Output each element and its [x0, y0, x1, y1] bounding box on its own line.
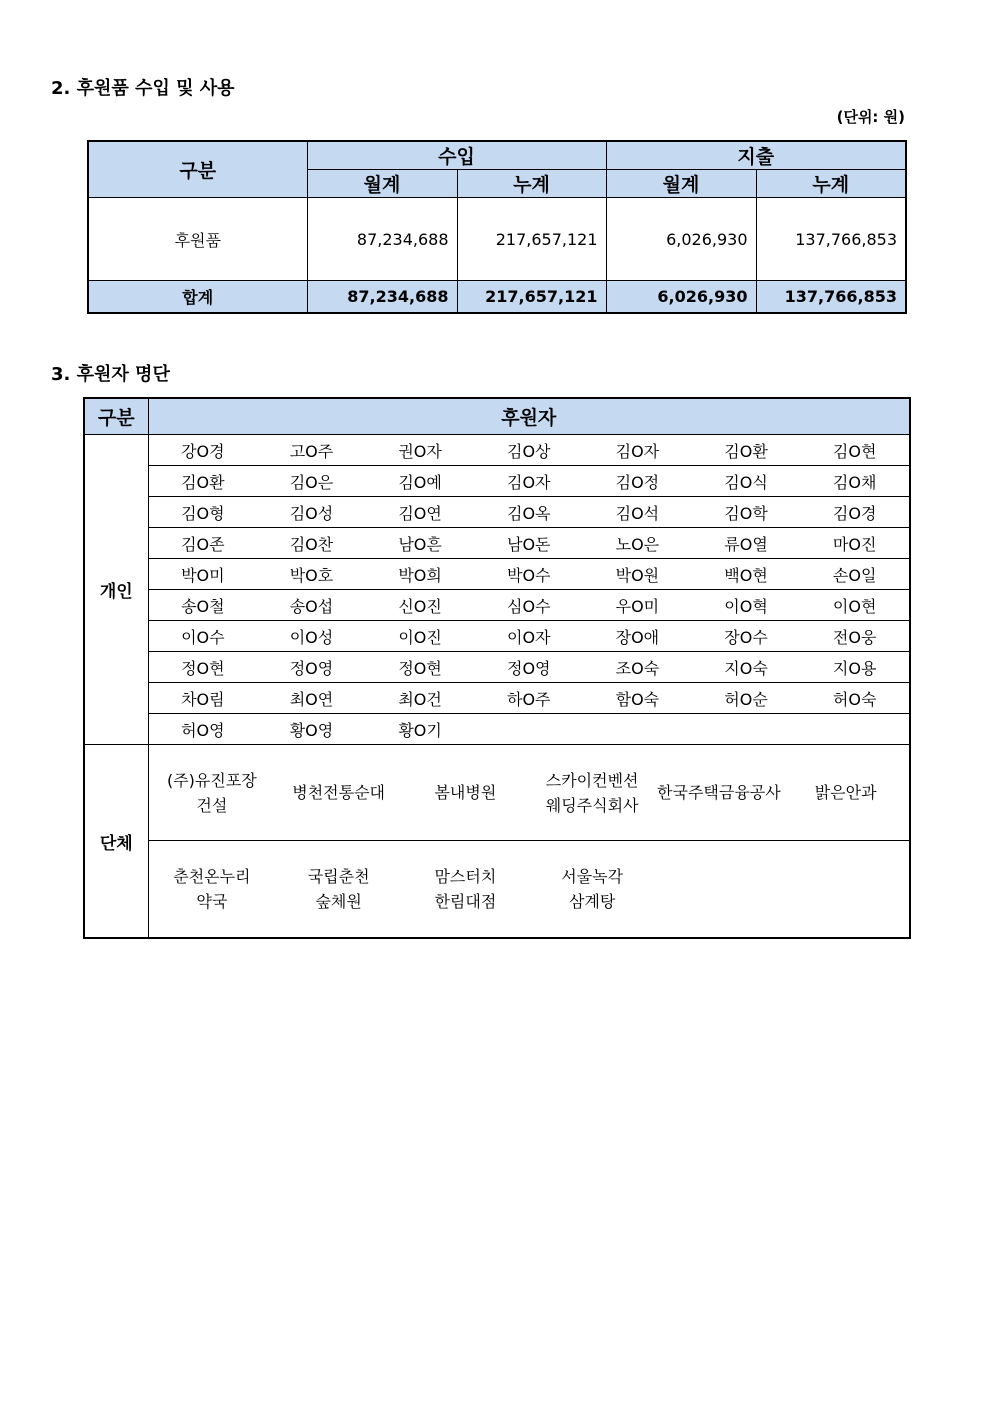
donor-name: 황O영: [289, 720, 334, 740]
header-income-monthly: 월계: [307, 170, 457, 198]
total-income-monthly: 87,234,688: [307, 281, 457, 313]
donor-name: 황O기: [398, 720, 442, 740]
donor-name: 김O정: [583, 466, 692, 497]
section-title-donated-goods: 2. 후원품 수입 및 사용: [51, 78, 235, 99]
donor-name: 박O원: [583, 559, 692, 590]
donor-name: 김O식: [692, 466, 801, 497]
donor-name: 남O흔: [366, 528, 475, 559]
donor-name: 이O성: [257, 621, 366, 652]
donor-name: 박O희: [366, 559, 475, 590]
list-item: [149, 466, 910, 497]
donor-name: 김O연: [366, 497, 475, 528]
donor-name: 김O성: [257, 497, 366, 528]
donor-name: 김O존: [149, 528, 258, 559]
donated-goods-table: [87, 140, 907, 314]
donor-name: 송O섭: [257, 590, 366, 621]
list-item: [149, 528, 910, 559]
donor-name: 박O호: [257, 559, 366, 590]
group-donor-name: 서울녹각 삼계탕: [561, 867, 624, 911]
total-income-cumulative: 217,657,121: [457, 281, 606, 313]
list-item: [149, 435, 910, 466]
donor-name: 박O수: [474, 559, 583, 590]
unit-label: (단위: 원): [836, 108, 905, 126]
group-donor-name: 맘스터치 한림대점: [434, 867, 497, 911]
donor-name: 이O자: [474, 621, 583, 652]
donor-name: [474, 714, 583, 745]
donor-name: 고O주: [257, 435, 366, 466]
group-donor-name: 스카이컨벤션 웨딩주식회사: [529, 745, 656, 841]
donor-name: 백O현: [692, 559, 801, 590]
donor-list-table: [83, 397, 911, 939]
donor-name: 최O건: [366, 683, 475, 714]
table-row: [88, 198, 906, 281]
donor-name: 정O현: [149, 652, 258, 683]
donor-name: 김O석: [583, 497, 692, 528]
donor-name: 류O열: [692, 528, 801, 559]
list-item: [149, 714, 910, 745]
donor-name: 손O일: [800, 559, 909, 590]
group-donor-name: (주)유진포장 건설: [149, 745, 276, 841]
total-expense-monthly: 6,026,930: [606, 281, 756, 313]
donor-name: 허O영: [181, 720, 225, 740]
donor-name: 김O현: [800, 435, 909, 466]
donor-name: 정O영: [474, 652, 583, 683]
expense-monthly-value: 6,026,930: [606, 198, 756, 281]
income-cumulative-value: 217,657,121: [457, 198, 606, 281]
header-expense-cumulative: 누계: [756, 170, 906, 198]
list-item: [149, 497, 910, 528]
group-donor-name: 병천전통순대: [275, 745, 402, 841]
expense-cumulative-value: 137,766,853: [756, 198, 906, 281]
donor-name: 이O혁: [692, 590, 801, 621]
header-income: 수입: [307, 141, 606, 170]
group-donor-name: 한국주택금융공사: [656, 745, 783, 841]
header-expense-monthly: 월계: [606, 170, 756, 198]
donor-name: [583, 714, 692, 745]
donor-name: 조O숙: [583, 652, 692, 683]
donor-name: 김O채: [800, 466, 909, 497]
header-income-cumulative: 누계: [457, 170, 606, 198]
list-item: [149, 590, 910, 621]
donor-name: 이O수: [149, 621, 258, 652]
total-expense-cumulative: 137,766,853: [756, 281, 906, 313]
header-category: 구분: [88, 141, 307, 198]
list-item: [149, 652, 910, 683]
header-expense: 지출: [606, 141, 906, 170]
donor-name: 이O진: [366, 621, 475, 652]
donor-name: 김O상: [474, 435, 583, 466]
donor-name: 강O경: [149, 435, 258, 466]
donor-name: 최O연: [257, 683, 366, 714]
section-title-donor-list: 3. 후원자 명단: [51, 364, 170, 385]
donor-name: 우O미: [583, 590, 692, 621]
donor-name: 지O숙: [692, 652, 801, 683]
total-label: 합계: [88, 281, 307, 313]
donor-name: 하O주: [474, 683, 583, 714]
donor-name: 장O애: [583, 621, 692, 652]
row-label: 후원품: [88, 198, 307, 281]
donor-name: 권O자: [366, 435, 475, 466]
donor-name: 김O찬: [257, 528, 366, 559]
donor-name: 김O자: [583, 435, 692, 466]
donor-name: 김O형: [149, 497, 258, 528]
donor-name: 허O숙: [800, 683, 909, 714]
donor-name: 전O웅: [800, 621, 909, 652]
list-item: [149, 559, 910, 590]
group-donor-name: [782, 841, 909, 938]
donor-name: 김O은: [257, 466, 366, 497]
group-donor-name: [656, 841, 783, 938]
donor-name: 장O수: [692, 621, 801, 652]
donor-name: 김O환: [149, 466, 258, 497]
donor-name: [692, 714, 801, 745]
donor-name: 이O현: [800, 590, 909, 621]
list-item: [149, 841, 910, 938]
individual-donor-grid: [149, 435, 910, 744]
donor-name: 신O진: [366, 590, 475, 621]
donor-name: 허O순: [692, 683, 801, 714]
group-donor-name: 봄내병원: [402, 745, 529, 841]
donor-name: 김O경: [800, 497, 909, 528]
donor-name: 김O학: [692, 497, 801, 528]
group-donor-name: 춘천온누리 약국: [173, 867, 251, 911]
donor-header-category: 구분: [84, 398, 148, 435]
donor-name: 심O수: [474, 590, 583, 621]
donor-name: 남O돈: [474, 528, 583, 559]
donor-name: 차O림: [149, 683, 258, 714]
group-donor-name: 국립춘천 숲체원: [307, 867, 370, 911]
donor-name: [800, 714, 909, 745]
individual-label: 개인: [84, 435, 148, 745]
donor-name: 마O진: [800, 528, 909, 559]
donor-header-donors: 후원자: [148, 398, 910, 435]
list-item: [149, 683, 910, 714]
total-row: [88, 281, 906, 313]
donor-name: 박O미: [149, 559, 258, 590]
group-label: 단체: [84, 745, 148, 939]
group-donor-name: 밝은안과: [782, 745, 909, 841]
donor-name: 지O용: [800, 652, 909, 683]
donor-name: 정O영: [257, 652, 366, 683]
donor-name: 정O현: [366, 652, 475, 683]
donor-name: 김O자: [474, 466, 583, 497]
donor-name: 함O숙: [583, 683, 692, 714]
donor-name: 김O환: [692, 435, 801, 466]
income-monthly-value: 87,234,688: [307, 198, 457, 281]
donor-name: 김O예: [366, 466, 475, 497]
list-item: [149, 745, 910, 841]
donor-name: 송O철: [149, 590, 258, 621]
donor-name: 노O은: [583, 528, 692, 559]
list-item: [149, 621, 910, 652]
donor-name: 김O옥: [474, 497, 583, 528]
group-donor-grid: [149, 745, 910, 937]
